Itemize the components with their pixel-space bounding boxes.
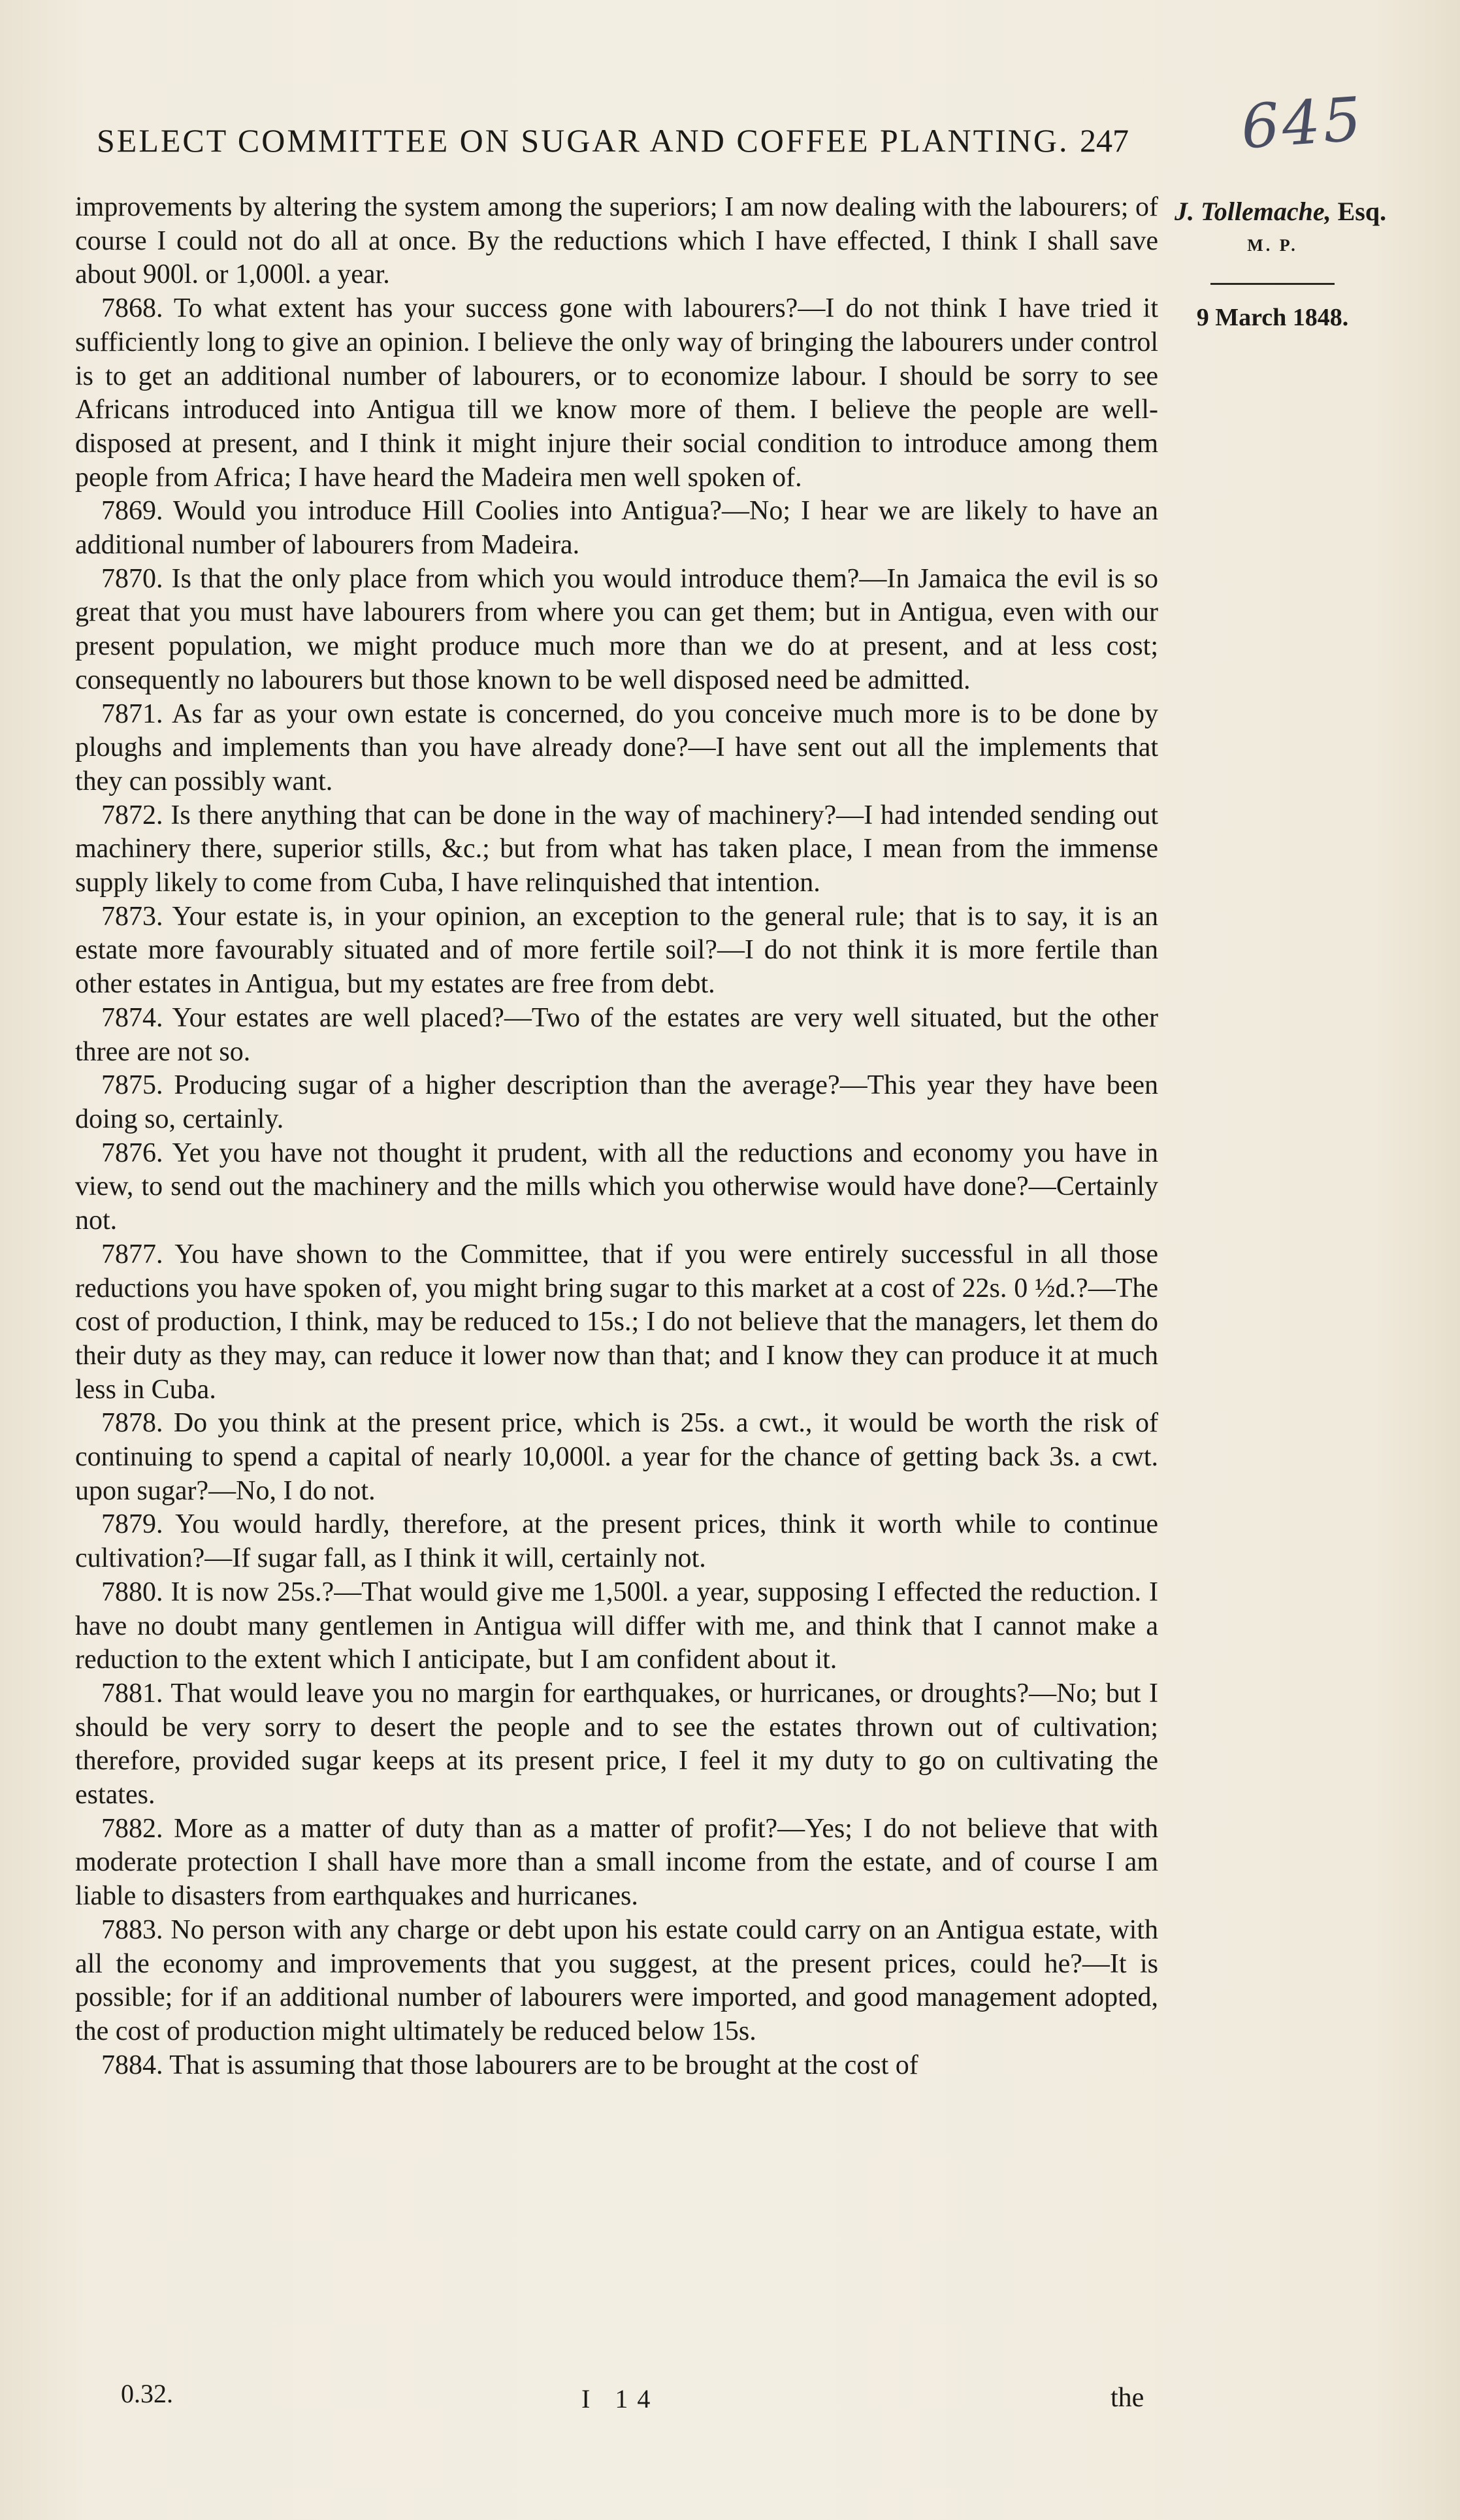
margin-note xyxy=(1175,196,1387,332)
question-7873: 7873. Your estate is, in your opinion, an exception to the general rule; that is to say, it is an estate more favourably situated and of more fertile soil?—I do not think it is more fertile than other estates in Antigua, but my estates are free from debt. xyxy=(75,901,1158,1000)
evidence-date: 9 March 1848. xyxy=(1196,304,1349,331)
footer-sheet-number: I 14 xyxy=(581,2384,660,2414)
continued-paragraph: improvements by altering the system among the superiors; I am now dealing with the labourers; of course I could not do all at once. By the reductions which I have effected, I think I shall save about 900l. or 1,000l. a year. xyxy=(75,192,1158,290)
witness-name: J. Tollemache, xyxy=(1175,197,1331,226)
question-7878: 7878. Do you think at the present price, which is 25s. a cwt., it would be worth the risk of continuing to spend a capital of nearly 10,000l. a year for the chance of getting back 3s. a cwt. upon sugar?—No, I do not. xyxy=(75,1408,1158,1506)
footer-catchword: the xyxy=(1111,2383,1144,2413)
question-7872: 7872. Is there anything that can be done in the way of machinery?—I had intended sending out machinery there, superior stills, &c.; but from what has taken place, I mean from the immense supply likely to come from Cuba, I have relinquished that intention. xyxy=(75,800,1158,898)
question-7876: 7876. Yet you have not thought it prudent, with all the reductions and economy you have in view, to send out the machinery and the mills which you otherwise would have done?—Certainly not. xyxy=(75,1137,1158,1236)
evidence-body xyxy=(75,191,1158,2082)
witness-title: M. P. xyxy=(1247,236,1298,255)
handwritten-folio-number: 645 xyxy=(1239,84,1367,163)
question-7880: 7880. It is now 25s.?—That would give me 1,500l. a year, supposing I effected the reduction. I have no doubt many gentlemen in Antigua will differ with me, and think that I cannot make a reduction to the extent which I anticipate, but I am confident about it. xyxy=(75,1577,1158,1675)
question-7875: 7875. Producing sugar of a higher description than the average?—This year they have been doing so, certainly. xyxy=(75,1070,1158,1134)
question-7881: 7881. That would leave you no margin for earthquakes, or hurricanes, or droughts?—No; but I should be very sorry to desert the people and to see the estates thrown out of cultivation; therefore, provided sugar keeps at its present price, I feel it my duty to go on cultivating the estates. xyxy=(75,1678,1158,1810)
question-7870: 7870. Is that the only place from which you would introduce them?—In Jamaica the evil is so great that you must have labourers from where you can get them; but in Antigua, even with our present population, we might produce much more than we do at present, and at less cost; consequently no labourers but those known to be well disposed need be admitted. xyxy=(75,563,1158,695)
page-number: 247 xyxy=(1080,122,1129,159)
footer-signature-mark: 0.32. xyxy=(121,2379,173,2408)
witness-line xyxy=(1175,196,1387,227)
question-7869: 7869. Would you introduce Hill Coolies into Antigua?—No; I hear we are likely to have an additional number of labourers from Madeira. xyxy=(75,496,1158,561)
question-7883: 7883. No person with any charge or debt upon his estate could carry on an Antigua estate, with all the economy and improvements that you suggest, at the present prices, could he?—It is possible; for if an additional number of labourers were imported, and good management adopted, the cost of production might ultimately be reduced below 15s. xyxy=(75,1914,1158,2046)
question-7879: 7879. You would hardly, therefore, at the present prices, think it worth while to continue cultivation?—If sugar fall, as I think it will, certainly not. xyxy=(75,1509,1158,1574)
question-7868: 7868. To what extent has your success gone with labourers?—I do not think I have tried it sufficiently long to give an opinion. I believe the only way of bringing the labourers under control is to get an additional number of labourers, or to economize labour. I should be sorry to see Africans introduced into Antigua till we know more of them. I believe the people are well-disposed at present, and I think it might injure their social condition to introduce among them people from Africa; I have heard the Madeira men well spoken of. xyxy=(75,293,1158,493)
question-7871: 7871. As far as your own estate is concerned, do you conceive much more is to be done by ploughs and implements than you have already done?—I have sent out all the implements that they can possibly want. xyxy=(75,698,1158,796)
question-7874: 7874. Your estates are well placed?—Two of the estates are very well situated, but the other three are not so. xyxy=(75,1002,1158,1067)
question-7877: 7877. You have shown to the Committee, that if you were entirely successful in all those reductions you have spoken of, you might bring sugar to this market at a cost of 22s. 0 ½d.?—The cost of production, I think, may be reduced to 15s.; I do not believe that the managers, let them do their duty as they may, can reduce it lower now than that; and I know they can produce it at much less in Cuba. xyxy=(75,1239,1158,1405)
witness-suffix: Esq. xyxy=(1337,197,1387,226)
question-7884: 7884. That is assuming that those labourers are to be brought at the cost of xyxy=(101,2050,918,2080)
running-head-title: SELECT COMMITTEE ON SUGAR AND COFFEE PLANTING. xyxy=(97,122,1069,159)
margin-rule xyxy=(1210,283,1335,285)
question-7882: 7882. More as a matter of duty than as a matter of profit?—Yes; I do not believe that with moderate protection I shall have more than a small income from the estate, and of course I am liable to disasters from earthquakes and hurricanes. xyxy=(75,1813,1158,1912)
